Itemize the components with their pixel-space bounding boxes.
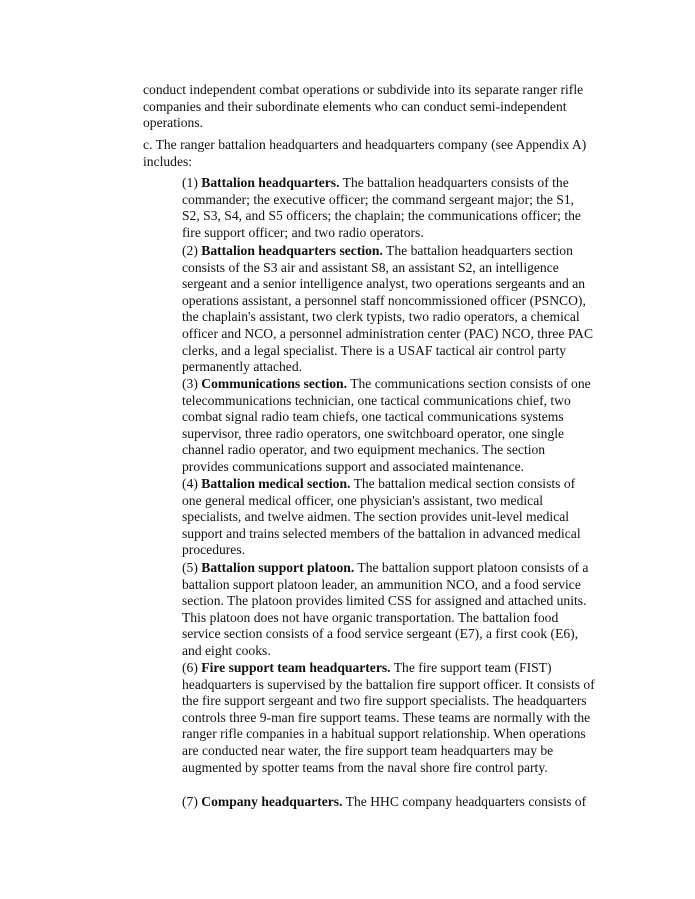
paragraph-6-fire-support-team-headquarters	[182, 660, 595, 776]
paragraph-text: The battalion headquarters consists of the commander; the executive officer; the command sergeant major; the S1, S2, S3, S4, and S5 officers; the chaplain; the communications officer; the fire support officer; and two radio operators.	[182, 175, 581, 240]
paragraph-heading: Battalion headquarters section.	[201, 243, 383, 258]
paragraph-text: The battalion medical section consists of one general medical officer, one physician's assistant, two medical specialists, and twelve aidmen. The section provides unit-level medical support and trains selected members of the battalion in advanced medical procedures.	[182, 476, 581, 558]
paragraph-1-battalion-headquarters	[182, 175, 595, 241]
paragraph-heading: Communications section.	[201, 376, 348, 391]
paragraph-number: (1)	[182, 175, 198, 190]
paragraph-number: (5)	[182, 560, 198, 575]
paragraph-2-battalion-headquarters-section	[182, 243, 595, 376]
paragraph-3-communications-section	[182, 376, 595, 476]
paragraph-heading: Fire support team headquarters.	[201, 660, 391, 675]
paragraph-text: conduct independent combat operations or subdivide into its separate ranger rifle companies and their subordinate elements who can conduct semi-independent operations.	[143, 82, 584, 131]
paragraph-c	[143, 137, 595, 170]
paragraph-number: (2)	[182, 243, 198, 258]
paragraph-number: (4)	[182, 476, 198, 491]
paragraph-heading: Battalion support platoon.	[201, 560, 355, 575]
paragraph-text: The communications section consists of one telecommunications technician, one tactical communications chief, two combat signal radio team chiefs, one tactical communications systems supervisor, three radio operators, one switchboard operator, one single channel radio operator, and two equipment mechanics. The section provides communications support and associated maintenance.	[182, 376, 591, 474]
paragraph-text: c. The ranger battalion headquarters and headquarters company (see Appendix A) includes:	[143, 137, 587, 169]
paragraph-number: (3)	[182, 376, 198, 391]
paragraph-intro-continuation	[143, 82, 595, 132]
paragraph-text: The fire support team (FIST) headquarters is supervised by the battalion fire support officer. It consists of the fire support sergeant and two fire support specialists. The headquarters controls three 9-man fire support teams. These teams are normally with the ranger rifle companies in a habitual support relationship. When operations are conducted near water, the fire support team headquarters may be augmented by spotter teams from the naval shore fire control party.	[182, 660, 595, 775]
paragraph-number: (7)	[182, 794, 198, 809]
paragraph-heading: Company headquarters.	[201, 794, 343, 809]
paragraph-heading: Battalion medical section.	[201, 476, 351, 491]
paragraph-4-battalion-medical-section	[182, 476, 595, 559]
paragraph-heading: Battalion headquarters.	[201, 175, 340, 190]
paragraph-text: The HHC company headquarters consists of	[345, 794, 587, 809]
paragraph-text: The battalion headquarters section consists of the S3 air and assistant S8, an assistant S2, an intelligence sergeant and a senior intelligence analyst, two operations sergeants and an operations assistant, a personnel staff noncommissioned officer (PSNCO), the chaplain's assistant, two clerk typists, two radio operators, a chemical officer and NCO, a personnel administration center (PAC) NCO, three PAC clerks, and a legal specialist. There is a USAF tactical air control party permanently attached.	[182, 243, 594, 375]
paragraph-text: The battalion support platoon consists of a battalion support platoon leader, an ammunition NCO, and a food service section. The platoon provides limited CSS for assigned and attached units. This platoon does not have organic transportation. The battalion food service section consists of a food service sergeant (E7), a first cook (E6), and eight cooks.	[182, 560, 589, 658]
paragraph-7-company-headquarters	[182, 794, 595, 811]
paragraph-5-battalion-support-platoon	[182, 560, 595, 660]
paragraph-number: (6)	[182, 660, 198, 675]
